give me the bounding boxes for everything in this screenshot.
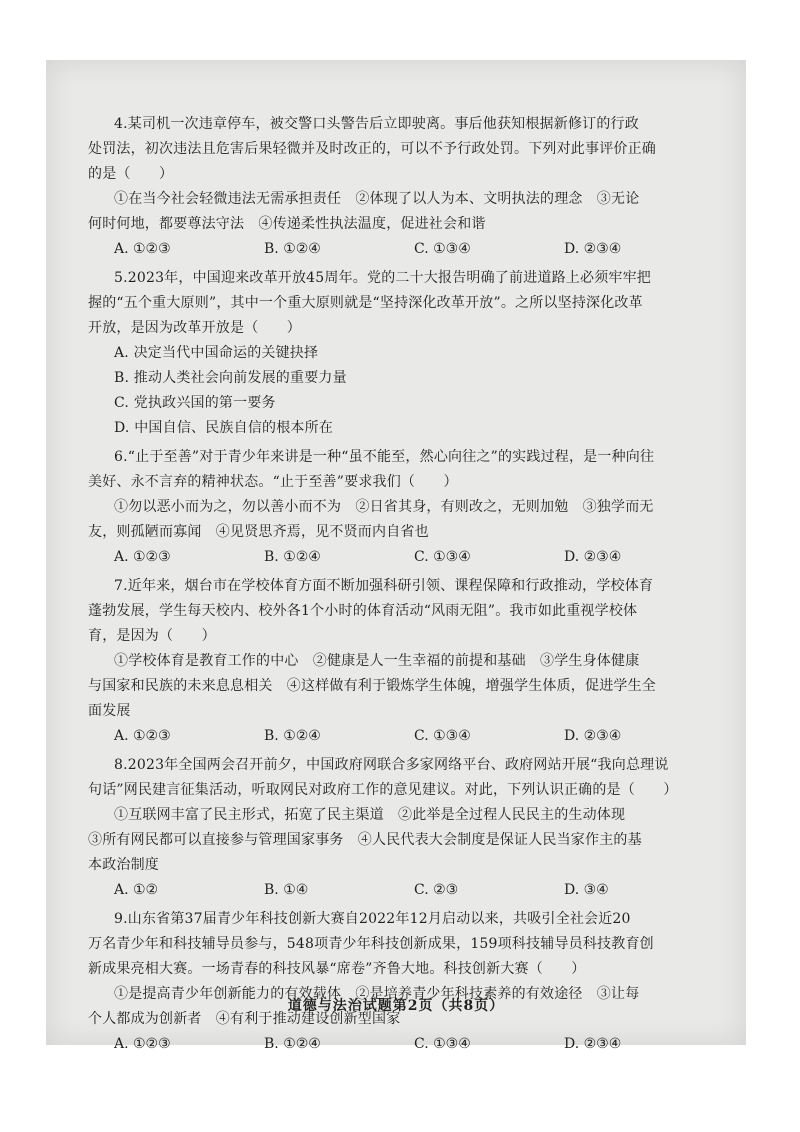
question-7: [88, 574, 718, 749]
statement-line: ①学校体育是教育工作的中心 ②健康是人一生幸福的前提和基础 ③学生身体健康: [114, 653, 640, 669]
answer-choice: C. ①③④: [414, 549, 471, 565]
question-stem-line: 句话”网民建言征集活动，听取网民对政府工作的意见建议。对此，下列认识正确的是（ ）: [88, 782, 678, 798]
answer-choice: A. ①②③: [114, 1036, 171, 1052]
statement-line: ③所有网民都可以直接参与管理国家事务 ④人民代表大会制度是保证人民当家作主的基: [88, 832, 642, 848]
answer-choice: C. ①③④: [414, 1036, 471, 1052]
question-stem-line: 的是（ ）: [88, 166, 174, 182]
question-stem-line: 9.山东省第37届青少年科技创新大赛自2022年12月启动以来，共吸引全社会近20: [114, 911, 631, 927]
question-stem-line: 4.某司机一次违章停车，被交警口头警告后立即驶离。事后他获知根据新修订的行政: [114, 116, 639, 132]
page-footer: 道德与法治试题第2页（共8页）: [287, 998, 505, 1014]
answer-choice: C. ①③④: [414, 241, 471, 257]
answer-choice: B. ①②④: [264, 241, 321, 257]
question-stem-line: 5.2023年，中国迎来改革开放45周年。党的二十大报告明确了前进道路上必须牢牢把: [114, 270, 651, 286]
answer-choice: B. ①④: [264, 882, 309, 898]
statement-line: C. 党执政兴国的第一要务: [114, 395, 276, 411]
statement-line: A. 决定当代中国命运的关键抉择: [114, 345, 319, 361]
answer-choices: [88, 1032, 718, 1057]
exam-page-photo: [46, 60, 746, 1052]
question-stem-line: 新成果亮相大赛。一场青春的科技风暴“席卷”齐鲁大地。科技创新大赛（ ）: [88, 961, 586, 977]
answer-choice: B. ①②④: [264, 549, 321, 565]
statement-line: 本政治制度: [88, 857, 159, 873]
answer-choices: [88, 878, 718, 903]
question-stem-line: 7.近年来，烟台市在学校体育方面不断加强科研引领、课程保障和行政推动，学校体育: [114, 578, 654, 594]
question-8: [88, 753, 718, 903]
answer-choice: A. ①②③: [114, 728, 171, 744]
question-stem-line: 握的“五个重大原则”，其中一个重大原则就是“坚持深化改革开放”。之所以坚持深化改革: [88, 295, 643, 311]
statement-line: ①在当今社会轻微违法无需承担责任 ②体现了以人为本、文明执法的理念 ③无论: [114, 191, 640, 207]
answer-choice: A. ①②③: [114, 241, 171, 257]
question-stem-line: 处罚法，初次违法且危害后果轻微并及时改正的，可以不予行政处罚。下列对此事评价正确: [88, 141, 656, 157]
statement-line: ①是提高青少年创新能力的有效载体 ②是培养青少年科技素养的有效途径 ③让每: [114, 986, 640, 1002]
question-6: [88, 445, 718, 570]
question-list: [88, 112, 718, 1061]
question-5: [88, 266, 718, 441]
question-stem-line: 8.2023年全国两会召开前夕，中国政府网联合多家网络平台、政府网站开展“我向总理说: [114, 757, 669, 773]
answer-choice: D. ②③④: [564, 728, 622, 744]
answer-choice: B. ①②④: [264, 728, 321, 744]
question-stem-line: 6.“止于至善”对于青少年来讲是一种“虽不能至，然心向往之”的实践过程，是一种向往: [114, 449, 655, 465]
question-stem-line: 万名青少年和科技辅导员参与，548项青少年科技创新成果，159项科技辅导员科技教育创: [88, 936, 654, 952]
question-stem-line: 美好、永不言弃的精神状态。“止于至善”要求我们（ ）: [88, 474, 458, 490]
answer-choice: C. ①③④: [414, 728, 471, 744]
question-9: [88, 907, 718, 1057]
statement-line: 何时何地，都要尊法守法 ④传递柔性执法温度，促进社会和谐: [88, 216, 486, 232]
statement-line: ①勿以恶小而为之，勿以善小而不为 ②日省其身，有则改之，无则加勉 ③独学而无: [114, 499, 654, 515]
statement-line: 面发展: [88, 703, 131, 719]
question-4: [88, 112, 718, 262]
answer-choice: B. ①②④: [264, 1036, 321, 1052]
statement-line: 与国家和民族的未来息息相关 ④这样做有利于锻炼学生体魄，增强学生体质，促进学生全: [88, 678, 656, 694]
answer-choice: D. ②③④: [564, 1036, 622, 1052]
statement-line: 友，则孤陋而寡闻 ④见贤思齐焉，见不贤而内自省也: [88, 524, 429, 540]
question-stem-line: 蓬勃发展，学生每天校内、校外各1个小时的体育活动“风雨无阻”。我市如此重视学校体: [88, 603, 638, 619]
answer-choice: D. ②③④: [564, 549, 622, 565]
statement-line: 个人都成为创新者 ④有利于推动建设创新型国家: [88, 1011, 401, 1027]
statement-line: B. 推动人类社会向前发展的重要力量: [114, 370, 347, 386]
answer-choice: C. ②③: [414, 882, 459, 898]
answer-choice: A. ①②: [114, 882, 159, 898]
statement-line: ①互联网丰富了民主形式，拓宽了民主渠道 ②此举是全过程人民民主的生动体现: [114, 807, 626, 823]
answer-choices: [88, 545, 718, 570]
answer-choices: [88, 237, 718, 262]
answer-choice: D. ③④: [564, 882, 609, 898]
answer-choice: D. ②③④: [564, 241, 622, 257]
answer-choices: [88, 724, 718, 749]
question-stem-line: 开放，是因为改革开放是（ ）: [88, 320, 301, 336]
answer-choice: A. ①②③: [114, 549, 171, 565]
question-stem-line: 育，是因为（ ）: [88, 628, 216, 644]
statement-line: D. 中国自信、民族自信的根本所在: [114, 420, 334, 436]
